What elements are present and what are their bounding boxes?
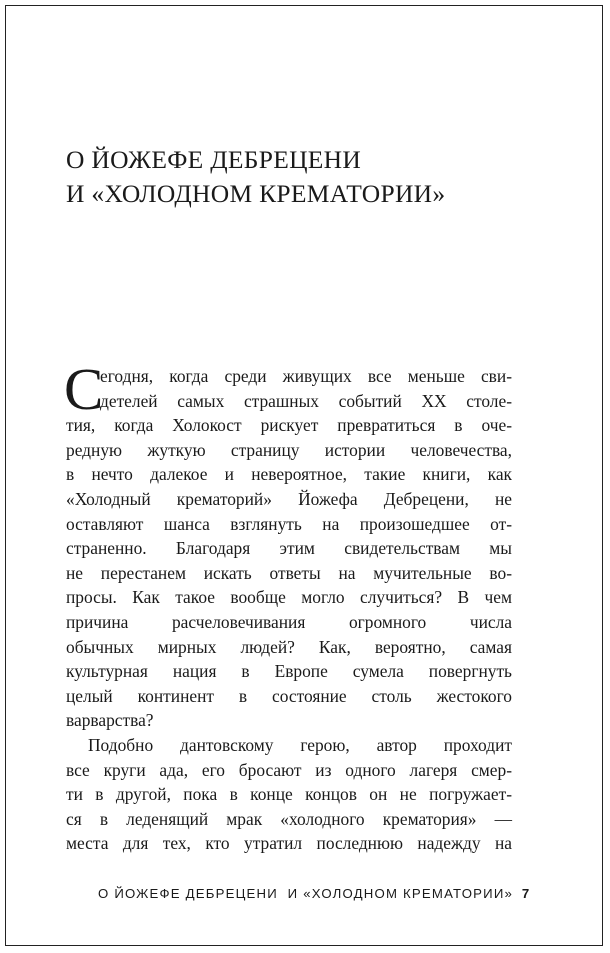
text-line: Подобно дантовскому герою, автор проходит <box>88 734 512 755</box>
text-line: обычных мирных людей? Как, вероятно, самая <box>66 636 512 657</box>
running-head: О ЙОЖЕФЕ ДЕБРЕЦЕНИ И «ХОЛОДНОМ КРЕМАТОРИИ» <box>98 886 514 901</box>
text-line: не перестанем искать ответы на мучительные во- <box>66 562 512 583</box>
drop-cap: С <box>64 356 104 422</box>
text-line: просы. Как такое вообще могло случиться? В чем <box>66 587 512 608</box>
text-line: в нечто далекое и невероятное, такие книги, как <box>66 464 512 485</box>
chapter-title-line: И «ХОЛОДНОМ КРЕМАТОРИИ» <box>66 179 446 208</box>
text-line: детелей самых страшных событий XX столе- <box>100 390 512 411</box>
text-line: варварства? <box>66 710 154 731</box>
text-line: оставляют шанса взглянуть на произошедшее от- <box>66 513 512 534</box>
page-number: 7 <box>521 886 530 901</box>
body-text <box>64 356 512 856</box>
text-line: «Холодный крематорий» Йожефа Дебрецени, не <box>66 488 512 509</box>
text-line: целый континент в состояние столь жестокого <box>66 685 512 706</box>
text-line: редную жуткую страницу истории человечества, <box>66 439 512 460</box>
chapter-title <box>66 143 526 211</box>
text-line: ся в леденящий мрак «холодного крематория» — <box>66 808 512 829</box>
text-line: егодня, когда среди живущих все меньше сви- <box>100 366 512 386</box>
text-line: тия, когда Холокост рискует превратиться в оче- <box>66 415 512 436</box>
running-footer <box>98 886 530 901</box>
chapter-title-line: О ЙОЖЕФЕ ДЕБРЕЦЕНИ <box>66 145 362 174</box>
text-line: ти в другой, пока в конце концов он не погружает- <box>66 784 512 805</box>
text-line: причина расчеловечивания огромного числа <box>66 611 512 632</box>
text-line: страненно. Благодаря этим свидетельствам мы <box>66 538 512 559</box>
text-line: места для тех, кто утратил последнюю надежду на <box>66 833 512 854</box>
text-line: все круги ада, его бросают из одного лагеря смер- <box>66 759 512 780</box>
text-line: культурная нация в Европе сумела повергнуть <box>66 661 512 682</box>
